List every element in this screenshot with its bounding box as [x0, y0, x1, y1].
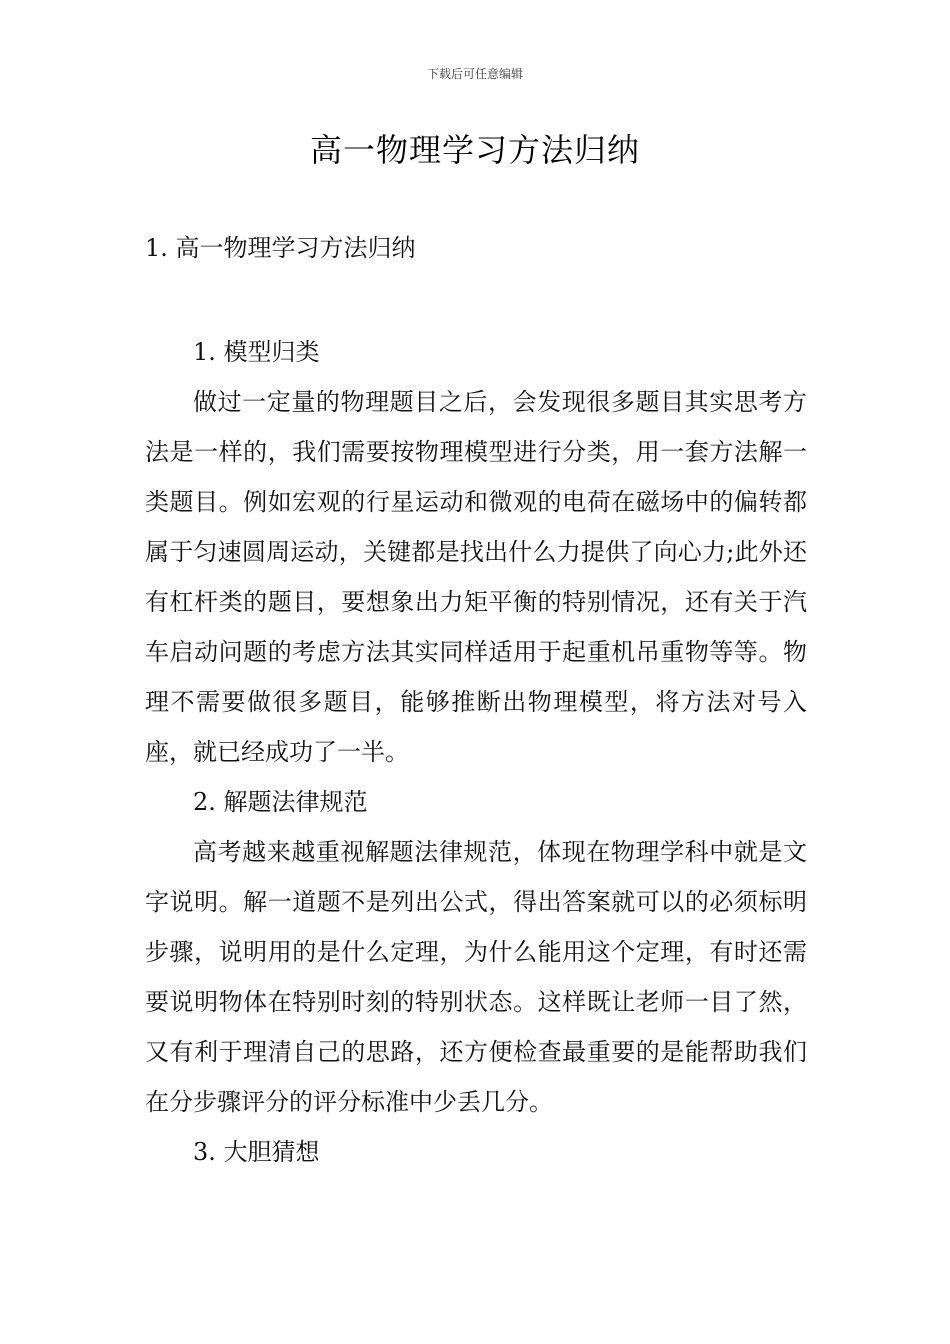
subheading-model-classification: 1. 模型归类	[193, 338, 320, 366]
subheading-bold-guess: 3. 大胆猜想	[193, 1138, 320, 1166]
document-body	[145, 327, 807, 1177]
document-title: 高一物理学习方法归纳	[309, 131, 640, 169]
paragraph-model-classification: 做过一定量的物理题目之后，会发现很多题目其实思考方法是一样的，我们需要按物理模型进行分类，用一套方法解一类题目。例如宏观的行星运动和微观的电荷在磁场中的偏转都属于匀速圆周运动，关键都是找出什么力提供了向心力;此外还有杠杆类的题目，要想象出力矩平衡的特别情况，还有关于汽车启动问题的考虑方法其实同样适用于起重机吊重物等等。物理不需要做很多题目，能够推断出物理模型，将方法对号入座，就已经成功了一半。	[145, 388, 807, 766]
subheading-solution-standards: 2. 解题法律规范	[193, 788, 368, 816]
header-note: 下载后可任意编辑	[426, 67, 523, 81]
section-heading: 1. 高一物理学习方法归纳	[145, 234, 416, 262]
paragraph-solution-standards: 高考越来越重视解题法律规范，体现在物理学科中就是文字说明。解一道题不是列出公式，得出答案就可以的必须标明步骤，说明用的是什么定理，为什么能用这个定理，有时还需要说明物体在特别时刻的特别状态。这样既让老师一目了然，又有利于理清自己的思路，还方便检查最重要的是能帮助我们在分步骤评分的评分标准中少丢几分。	[145, 838, 807, 1116]
